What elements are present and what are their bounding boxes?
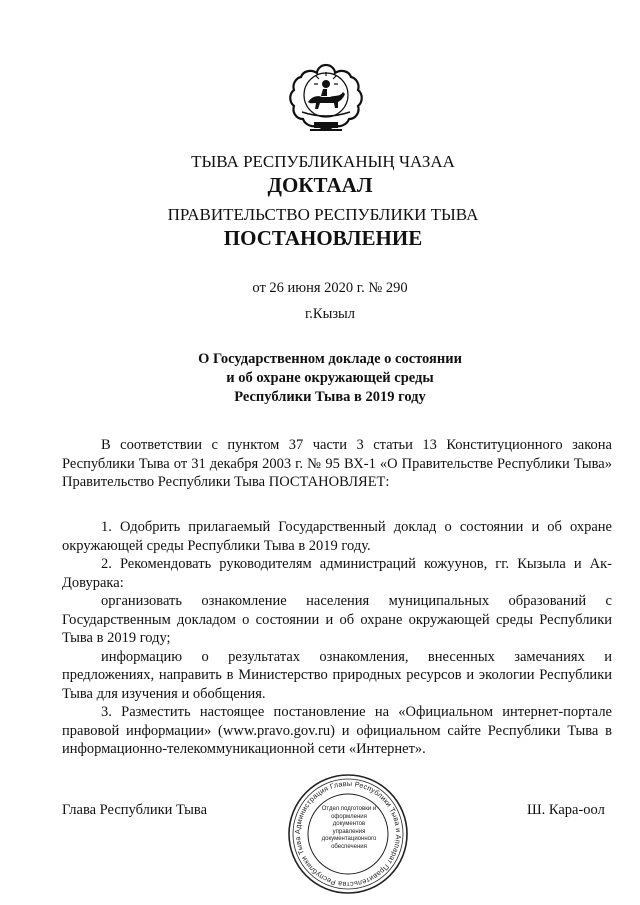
document-title	[10, 350, 640, 407]
coat-of-arms-emblem	[288, 62, 364, 140]
tuvan-document-type: ДОКТААЛ	[267, 173, 373, 197]
stamp-ring-text: Администрация Главы Республики Тыва и Аппарат Правительства Республики Тыва	[292, 778, 404, 890]
tuvan-government-name: ТЫВА РЕСПУБЛИКАНЫҢ ЧАЗАА	[191, 152, 455, 171]
signatory-name: Ш. Кара-оол	[527, 802, 605, 818]
document-title-line: Республики Тыва в 2019 году	[234, 389, 426, 405]
resolution-items	[62, 518, 612, 759]
document-date-number: от 26 июня 2020 г. № 290	[252, 280, 408, 296]
document-title-line: и об охране окружающей среды	[226, 370, 434, 386]
resolution-item: 3. Разместить настоящее постановление на «Официальном интернет-портале правовой информации» (www.pravo.gov.ru) и официальном сайте Республики Тыва в информационно-телекоммуникационной сети «Интернет».	[62, 704, 612, 757]
resolution-subitem: информацию о результатах ознакомления, внесенных замечаниях и предложениях, направить в Министерство природных ресурсов и экологии Республики Тыва для изучения и обобщения.	[62, 648, 612, 702]
resolution-item: 1. Одобрить прилагаемый Государственный доклад о состоянии и об охране окружающей среды Республики Тыва в 2019 году.	[62, 519, 612, 554]
signatory-position: Глава Республики Тыва	[62, 802, 208, 818]
preamble-paragraph: В соответствии с пунктом 37 части 3 статьи 13 Конституционного закона Республики Тыва от 31 декабря 2003 г. № 95 ВХ-1 «О Правительстве Республики Тыва» Правительство Республики Тыва ПОСТАНОВЛЯЕТ:	[62, 437, 612, 490]
resolution-item: 2. Рекомендовать руководителям администраций кожуунов, гг. Кызыла и Ак-Довурака:	[62, 556, 612, 591]
stamp-center-text: Отдел подготовки и оформления документов управления документационного обеспечения	[321, 806, 377, 850]
resolution-subitem: организовать ознакомление населения муниципальных образований с Государственным докладом о состоянии и об охране окружающей среды Республики Тыва в 2019 году;	[62, 593, 612, 646]
document-city: г.Кызыл	[304, 306, 356, 322]
russian-document-type: ПОСТАНОВЛЕНИЕ	[223, 226, 423, 250]
document-title-line: О Государственном докладе о состоянии	[198, 351, 462, 367]
russian-government-name: ПРАВИТЕЛЬСТВО РЕСПУБЛИКИ ТЫВА	[167, 205, 479, 224]
